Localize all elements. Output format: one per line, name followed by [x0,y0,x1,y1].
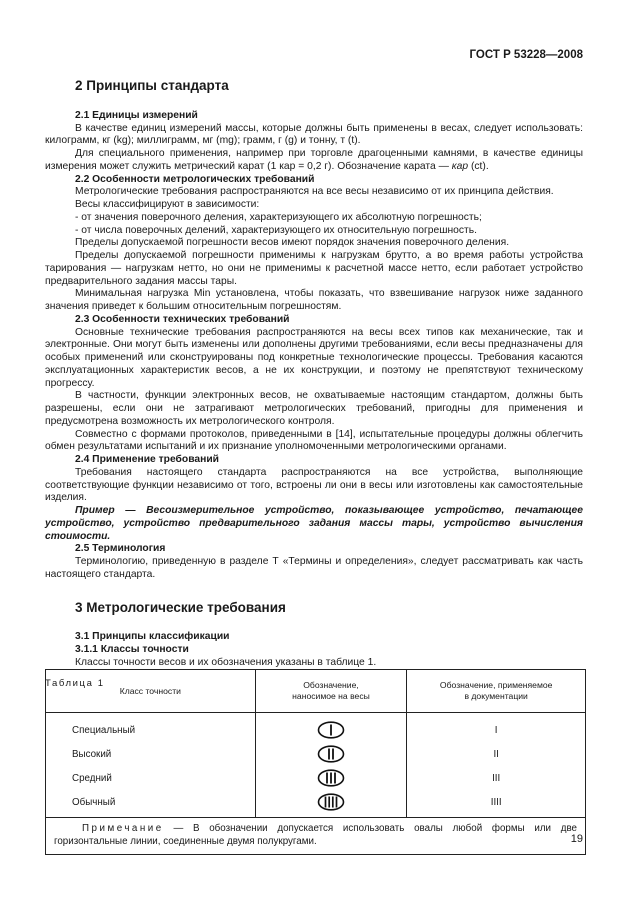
subsection-3-1-1-title: 3.1.1 Классы точности [75,644,189,655]
table-row [46,766,586,790]
page-number: 19 [570,833,583,845]
class-four-mark-icon [317,793,345,811]
class-name: Специальный [46,713,256,743]
paragraph: Минимальная нагрузка Min установлена, чтобы показать, что взвешивание нагрузок ниже заданного значения приведет к большим относительным погрешностям. [45,288,583,312]
class-three-mark-icon [317,769,345,787]
list-item: - от числа поверочных делений, характеризующего их относительную погрешность. [75,224,477,236]
table-row [46,742,586,766]
accuracy-classes-table [45,669,586,855]
header-mark: Обозначение, наносимое на весы [255,670,407,713]
table-row [46,790,586,818]
table-row [46,713,586,743]
class-doc-mark: IIII [407,790,586,818]
paragraph: Для специального применения, например при торговле драгоценными камнями, в качестве единицы измерения может служить метрический карат (1 кар = 0,2 г). Обозначение карата — кар (ct). [45,148,583,172]
class-mark-cell [255,790,407,818]
paragraph: В частности, функции электронных весов, не охватываемые настоящим стандартом, должны быть разрешены, если они не затрагивают метрологических требований, пригодны для применения и предусмотрена возможность их метрологического контроля. [45,390,583,427]
subsection-3-1-title: 3.1 Принципы классификации [75,631,230,643]
paragraph: Весы классифицируют в зависимости: [75,199,260,210]
subsection-2-5-title: 2.5 Терминология [75,543,166,555]
table-header-row [46,670,586,713]
section-2-title: 2 Принципы стандарта [75,78,229,93]
subsection-2-4-title: 2.4 Применение требований [75,454,219,465]
class-doc-mark: II [407,742,586,766]
header-class: Класс точности [46,670,256,713]
table-caption: Таблица 1 [45,677,105,689]
class-doc-mark: III [407,766,586,790]
page-body [45,78,583,690]
list-item: - от значения поверочного деления, характеризующего их абсолютную погрешность; [75,211,482,223]
class-name: Высокий [46,742,256,766]
paragraph: Совместно с формами протоколов, приведенными в [14], испытательные процедуры должны облегчить обмен результатами испытаний и их признание уполномоченными метрологическими органами. [45,428,583,453]
paragraph: Терминологию, приведенную в разделе Т «Термины и определения», следует рассматривать как часть настоящего стандарта. [45,556,583,580]
class-mark-cell [255,766,407,790]
subsection-2-3-title: 2.3 Особенности технических требований [75,313,290,325]
subsection-2-1-title: 2.1 Единицы измерений [75,109,198,121]
paragraph: Основные технические требования распространяются на весы всех типов как механические, так и электронные. Они могут быть изменены или дополнены другими требованиями, если весы предназначены для особых применений или сконструированы под конкретные технологические процессы. Требования касаются эксплуатационных характеристик весов, а не их конструкции, и поэтому не препятствуют техническому прогрессу. [45,326,583,389]
class-mark-cell [255,713,407,743]
section-3-title: 3 Метрологические требования [75,599,286,615]
paragraph: Пределы допускаемой погрешности применимы к нагрузкам брутто, а во время работы устройства тарирования — нагрузкам нетто, но они не применимы к расчетной массе нетто, если работает устройство предварительного задания массы тары. [45,250,583,287]
class-name: Средний [46,766,256,790]
class-name: Обычный [46,790,256,818]
class-one-mark-icon [317,721,345,739]
class-two-mark-icon [317,745,345,763]
class-mark-cell [255,742,407,766]
standard-header: ГОСТ Р 53228—2008 [469,49,583,61]
paragraph: Метрологические требования распространяются на все весы независимо от их принципа действия. [75,186,554,198]
example-note: Пример — Весоизмерительное устройство, показывающее устройство, печатающее устройство, устройство предварительного задания массы тары, устройство вычисления стоимости. [45,505,583,542]
table-note-row [46,818,586,855]
paragraph: Требования настоящего стандарта распространяются на все устройства, выполняющие соответствующие функции независимо от того, встроены ли они в весы или изготовлены как самостоятельные изделия. [45,466,583,504]
table-note: Примечание — В обозначении допускается использовать овалы любой формы или две горизонтальные линии, соединенные двумя полукругами. [46,818,586,855]
header-doc: Обозначение, применяемое в документации [407,670,586,713]
paragraph: В качестве единиц измерений массы, которые должны быть применены в весах, следует использовать: килограмм, кг (kg); миллиграмм, мг (mg); грамм, г (g) и тонну, т (t). [45,122,583,147]
paragraph: Пределы допускаемой погрешности весов имеют порядок значения поверочного деления. [75,237,510,249]
paragraph: Классы точности весов и их обозначения указаны в таблице 1. [75,656,377,668]
subsection-2-2-title: 2.2 Особенности метрологических требований [75,173,315,185]
class-doc-mark: I [407,713,586,743]
